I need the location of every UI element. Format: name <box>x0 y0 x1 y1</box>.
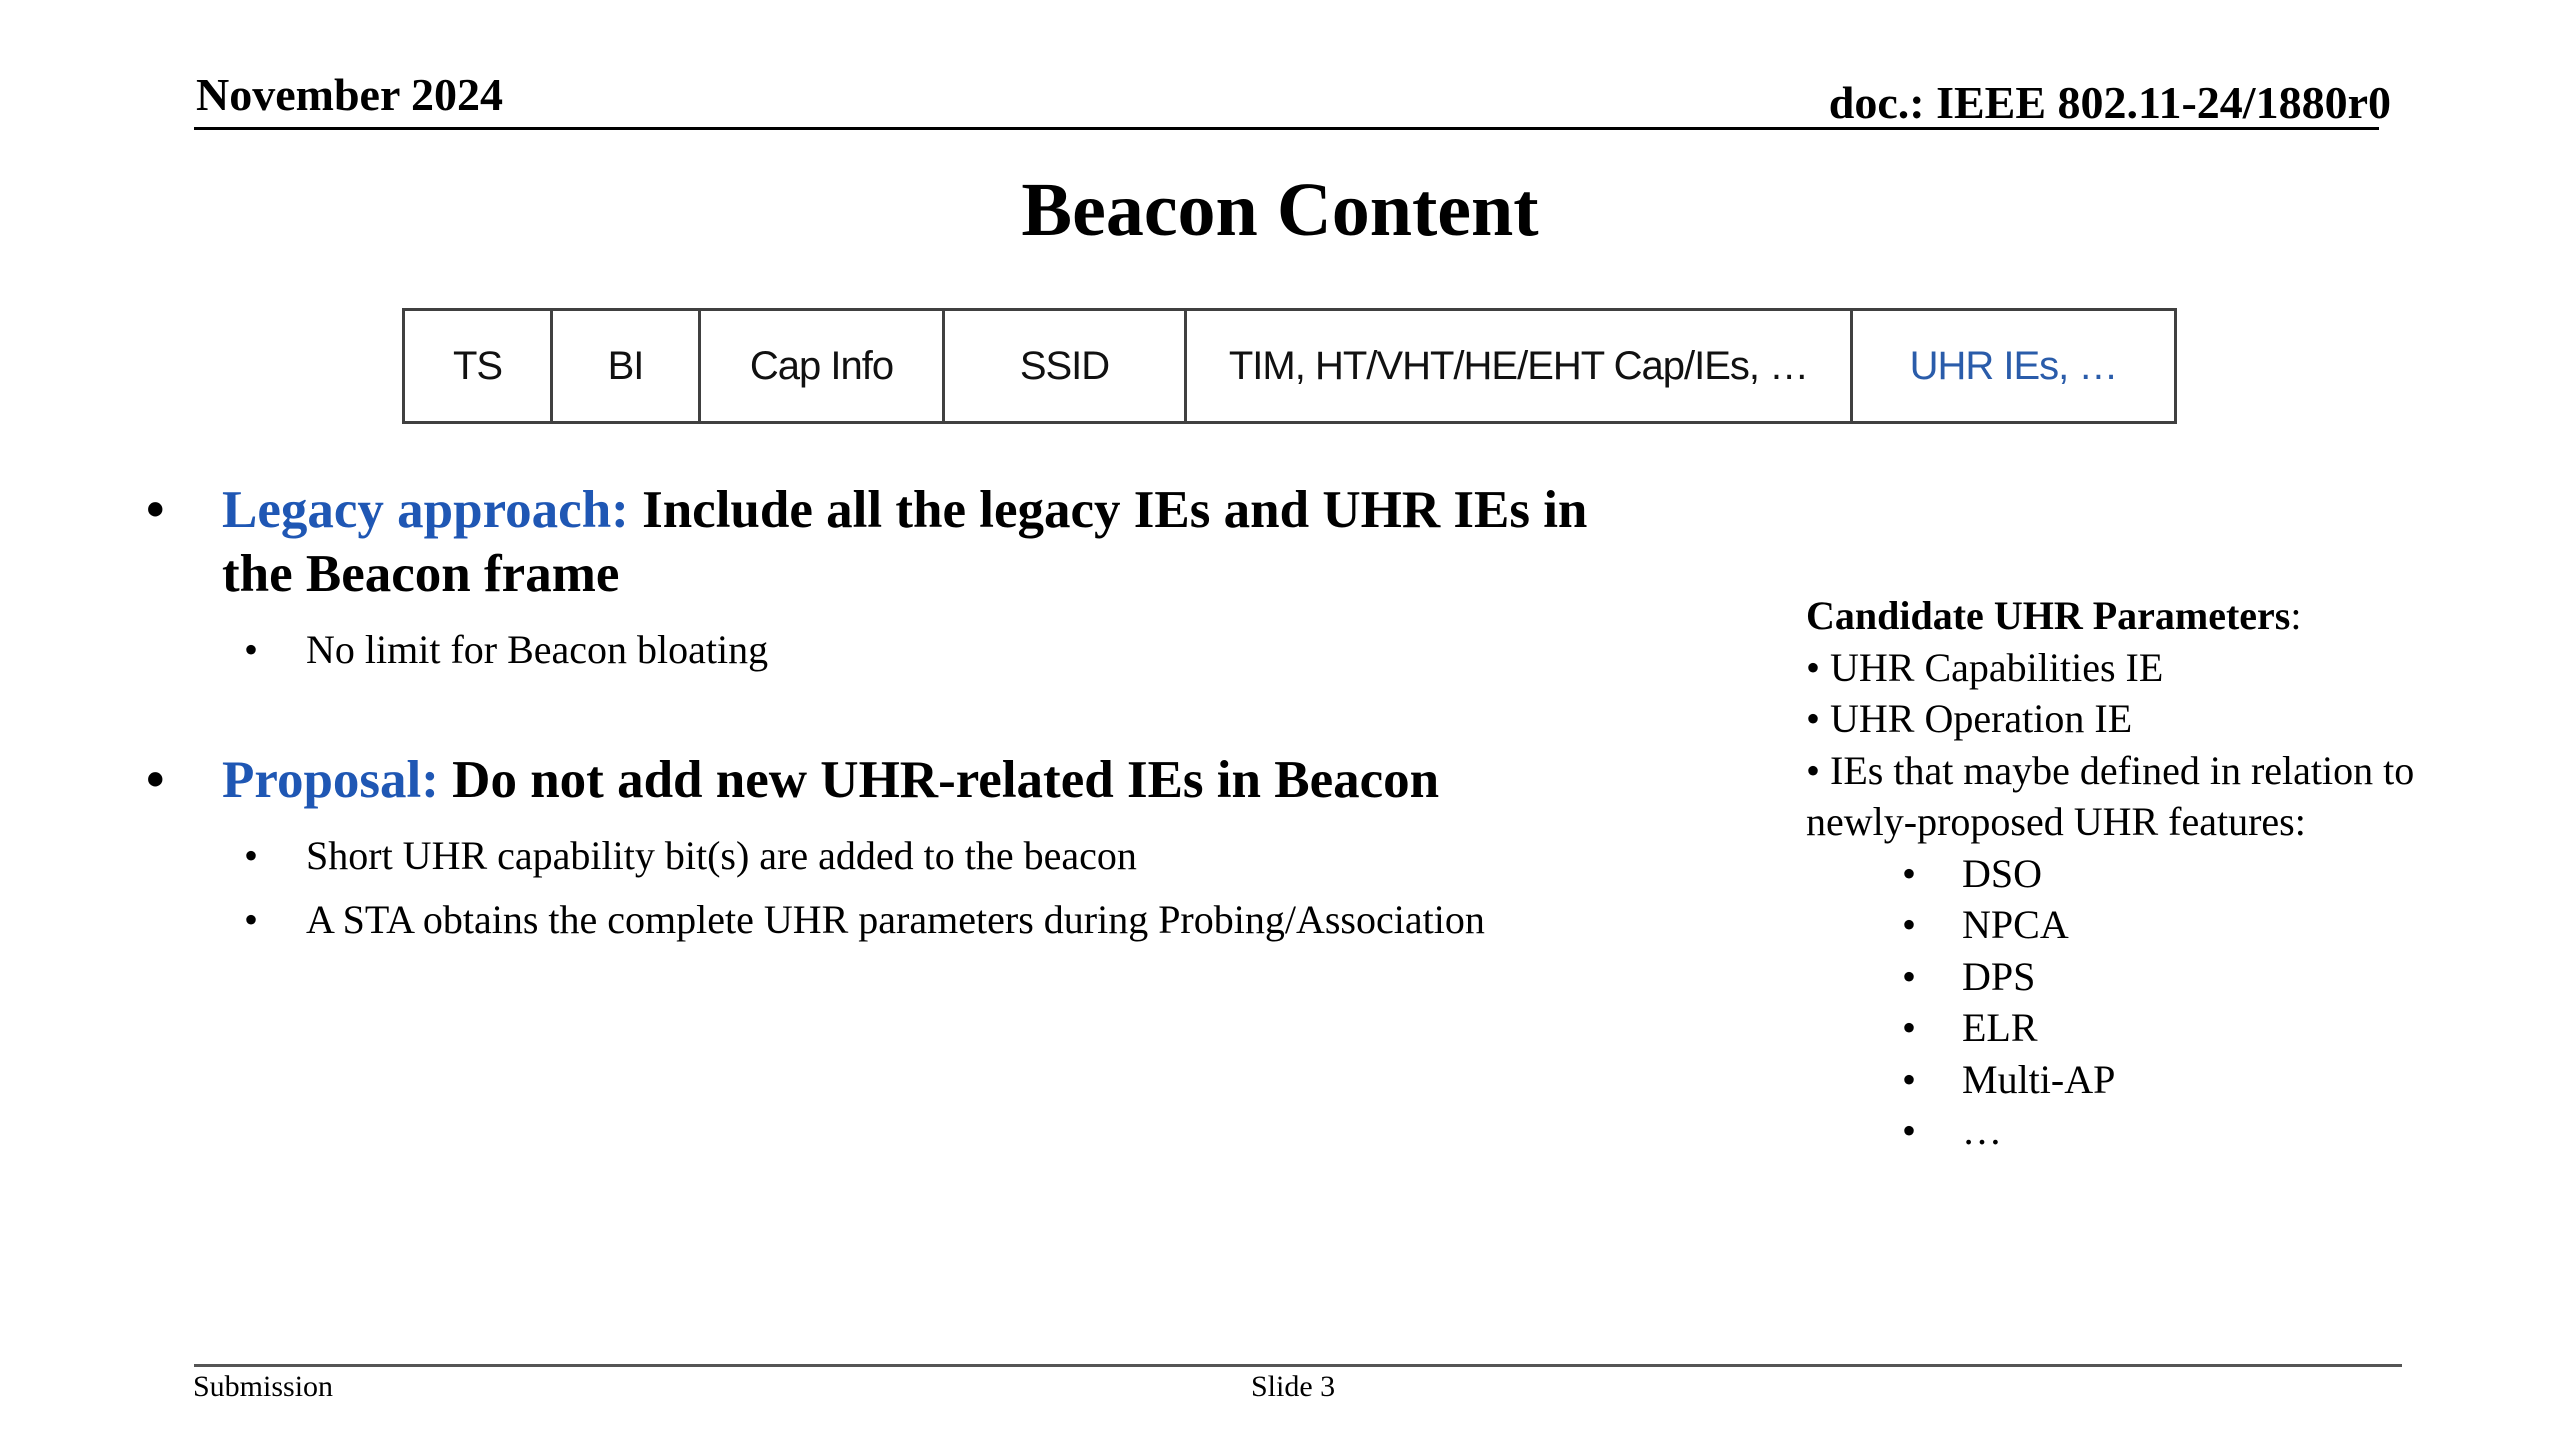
slide-title: Beacon Content <box>1021 168 1539 252</box>
candidate-item: • UHR Capabilities IE <box>1806 644 2164 690</box>
feature-label: … <box>1962 1108 2002 1153</box>
bullet-dot: • <box>1902 850 1917 896</box>
feature-label: DSO <box>1962 850 2043 896</box>
sub-bullet <box>140 626 1670 674</box>
sub-bullet-text: No limit for Beacon bloating <box>306 627 769 672</box>
frame-field-bi: BI <box>552 310 700 423</box>
candidate-item: • IEs that maybe defined in relation to newly-proposed UHR features: <box>1806 747 2415 844</box>
feature-item <box>1806 1054 2506 1106</box>
sub-bullet-text: A STA obtains the complete UHR parameters during Probing/Association <box>306 897 1485 942</box>
frame-field-legacy-ies: TIM, HT/VHT/HE/EHT Cap/IEs, … <box>1186 310 1852 423</box>
bullet-text: Include all the legacy IEs and UHR IEs in the Beacon frame <box>222 481 1588 603</box>
bullet-dot: • <box>1902 1005 1917 1050</box>
bullet-dot: • <box>244 897 259 942</box>
frame-field-cap-info: Cap Info <box>700 310 944 423</box>
footer-submission: Submission <box>193 1370 334 1403</box>
sub-bullet <box>140 832 1670 880</box>
feature-label: Multi-AP <box>1962 1056 2116 1102</box>
feature-label: NPCA <box>1962 902 2069 947</box>
bullet-dot: • <box>1902 902 1917 947</box>
candidate-item: • UHR Operation IE <box>1806 696 2133 741</box>
feature-item <box>1806 1002 2506 1054</box>
frame-field-ssid: SSID <box>944 310 1186 423</box>
beacon-frame-diagram <box>402 308 2177 424</box>
bullet-dot: • <box>1902 953 1917 999</box>
candidate-uhr-parameters-box <box>1806 590 2506 1157</box>
candidate-heading-line <box>1806 590 2506 642</box>
bullet-proposal <box>140 748 1670 812</box>
bullet-lead: Legacy approach: <box>222 481 629 539</box>
bullet-dot: • <box>1902 1108 1917 1153</box>
bullet-dot: • <box>146 481 165 539</box>
candidate-heading: Candidate UHR Parameters <box>1806 593 2291 638</box>
feature-label: ELR <box>1962 1005 2038 1050</box>
bullet-dot: • <box>244 627 259 672</box>
feature-label: DPS <box>1962 953 2036 999</box>
candidate-heading-colon: : <box>2290 593 2302 638</box>
bullet-text: Do not add new UHR-related IEs in Beacon <box>452 751 1440 809</box>
feature-item <box>1806 1105 2506 1157</box>
header-date: November 2024 <box>196 69 504 120</box>
bullet-dot: • <box>146 751 165 809</box>
header-divider <box>194 127 2379 130</box>
frame-field-ts: TS <box>404 310 552 423</box>
main-bullets <box>140 478 1670 944</box>
sub-bullet <box>140 896 1670 944</box>
footer-slide-number: Slide 3 <box>1251 1370 1336 1403</box>
footer-divider <box>194 1364 2402 1367</box>
feature-item <box>1806 951 2506 1003</box>
frame-field-uhr-ies: UHR IEs, … <box>1852 310 2176 423</box>
bullet-lead: Proposal: <box>222 751 439 809</box>
header-doc-number: doc.: IEEE 802.11-24/1880r0 <box>1828 77 2391 128</box>
bullet-dot: • <box>1902 1056 1917 1102</box>
bullet-legacy-approach <box>140 478 1670 606</box>
bullet-dot: • <box>244 833 259 878</box>
sub-bullet-text: Short UHR capability bit(s) are added to the beacon <box>306 833 1137 878</box>
feature-item <box>1806 899 2506 951</box>
feature-item <box>1806 848 2506 900</box>
